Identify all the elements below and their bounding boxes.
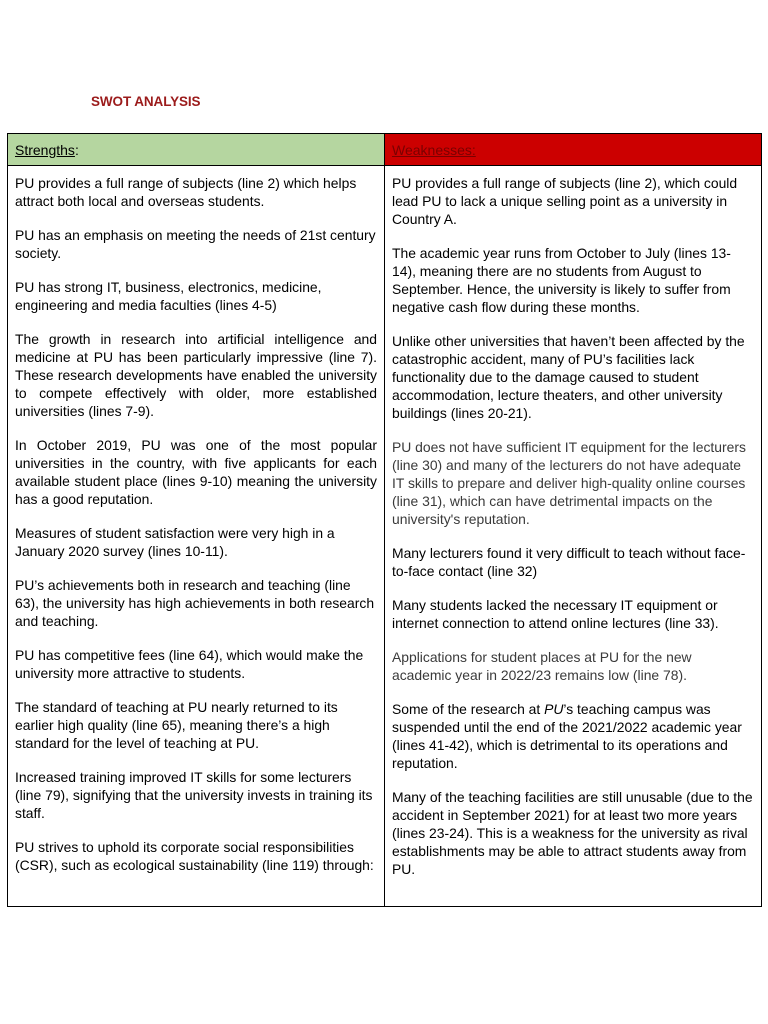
strength-item: PU has competitive fees (line 64), which would make the university more attractive to students. [15,647,364,681]
strength-item: PU has an emphasis on meeting the needs of 21st century society. [15,227,376,261]
weakness-item-research [392,700,754,772]
research-prefix: Some of the research at [392,701,545,717]
weaknesses-list [385,166,761,878]
weakness-item: Unlike other universities that haven’t been affected by the catastrophic accident, many of PU’s facilities lack functionality due to the damage caused to student accommodation, lecture theaters, and other university buildings (lines 20-21). [392,333,745,421]
strengths-header [8,134,385,166]
weakness-item: Many lecturers found it very difficult to teach without face-to-face contact (line 32) [392,545,746,579]
research-emph: PU [544,701,564,717]
strength-item: The standard of teaching at PU nearly returned to its earlier high quality (line 65), meaning there’s a high standard for the level of teaching at PU. [15,699,338,751]
weaknesses-header-label: Weaknesses [392,142,472,158]
strength-item: The growth in research into artificial intelligence and medicine at PU has been particularly impressive (line 7). These research developments have enabled the university to compete effectively with older, more established universities (lines 7-9). [15,331,377,419]
strengths-header-label: Strengths [15,142,75,158]
swot-table [7,133,762,907]
strengths-header-colon: : [74,142,79,158]
weaknesses-cell [385,166,762,907]
strengths-list [8,166,384,874]
weakness-item: Applications for student places at PU for the new academic year in 2022/23 remains low (line 78). [392,649,692,683]
strength-item: Increased training improved IT skills for some lecturers (line 79), signifying that the university invests in training its staff. [15,769,373,821]
weakness-item: PU does not have sufficient IT equipment for the lecturers (line 30) and many of the lecturers do not have adequate IT skills to prepare and deliver high-quality online courses (line 31), which can have detrimental impacts on the university's reputation. [392,439,746,527]
weakness-item: Many of the teaching facilities are still unusable (due to the accident in September 2021) for at least two more years (lines 23-24). This is a weakness for the university as rival establishments may be able to attract students away from PU. [392,789,753,877]
weaknesses-header [385,134,762,166]
strengths-cell [8,166,385,907]
strength-item: In October 2019, PU was one of the most popular universities in the country, with five applicants for each available student place (lines 9-10) meaning the university has a good reputation. [15,437,377,507]
research-suffix: ’s teaching campus was suspended until the end of the 2021/2022 academic year (lines 41-42), which is detrimental to its operations and reputation. [392,701,742,771]
weakness-item: The academic year runs from October to July (lines 13-14), meaning there are no students from August to September. Hence, the university is likely to suffer from negative cash flow during these months. [392,245,731,315]
strength-item: Measures of student satisfaction were very high in a January 2020 survey (lines 10-11). [15,525,335,559]
page-title: SWOT ANALYSIS [91,94,201,109]
weakness-item: Many students lacked the necessary IT equipment or internet connection to attend online lectures (line 33). [392,597,719,631]
strength-item: PU has strong IT, business, electronics, medicine, engineering and media faculties (lines 4-5) [15,279,322,313]
strength-item: PU provides a full range of subjects (line 2) which helps attract both local and overseas students. [15,175,357,209]
strength-item: PU’s achievements both in research and teaching (line 63), the university has high achievements in both research and teaching. [15,577,375,629]
weakness-item: PU provides a full range of subjects (line 2), which could lead PU to lack a unique selling point as a university in Country A. [392,175,738,227]
strength-item: PU strives to uphold its corporate social responsibilities (CSR), such as ecological sustainability (line 119) through: [15,839,374,873]
weaknesses-header-colon: : [471,142,476,158]
